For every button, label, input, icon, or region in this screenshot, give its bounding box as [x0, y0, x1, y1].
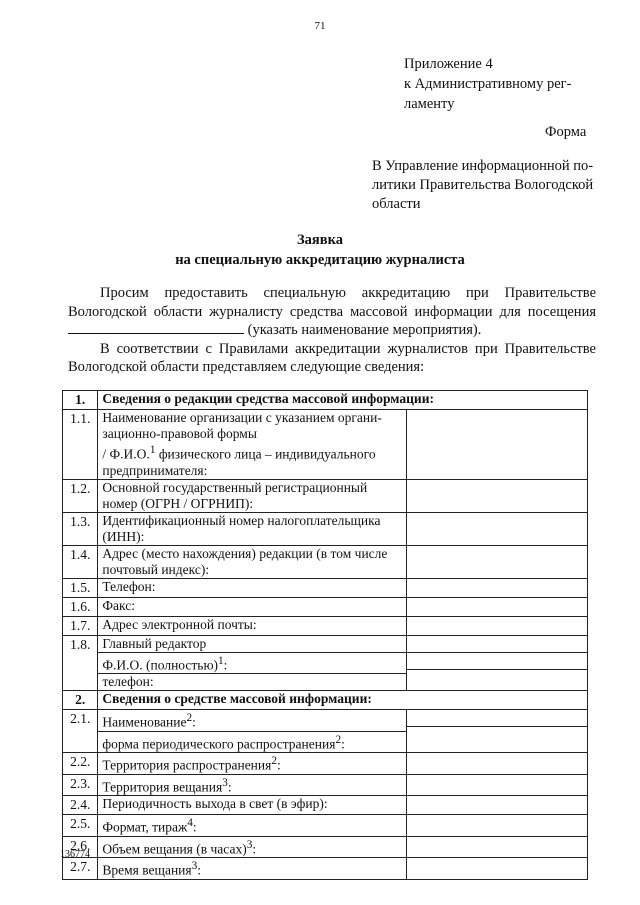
label-line: Идентификационный номер налогоплательщика: [102, 512, 381, 528]
appendix-note: [404, 54, 604, 114]
value-subcell[interactable]: [407, 726, 587, 743]
row-label: [98, 479, 407, 512]
label-text: Время вещания: [102, 862, 192, 878]
row-number: 1.6.: [63, 597, 98, 616]
section-title: Сведения о редакции средства массовой информации:: [98, 391, 588, 410]
label-text: Формат, тираж: [102, 819, 188, 835]
row-number: 1.7.: [63, 616, 98, 635]
value-cell[interactable]: [406, 410, 587, 480]
paragraph-request: [68, 284, 596, 340]
row-number: 2.5.: [63, 815, 98, 837]
value-subcell[interactable]: [407, 636, 587, 652]
row-label: [98, 635, 407, 691]
value-cell[interactable]: [406, 635, 587, 691]
row-label: [98, 410, 407, 480]
label-line: Наименование организации с указанием органи-: [102, 410, 382, 425]
label-text: Наименование: [102, 714, 187, 730]
value-cell[interactable]: [406, 815, 587, 837]
label-text: :: [276, 757, 281, 773]
row-label: Факс:: [98, 597, 407, 616]
label-text: форма периодического распространения: [102, 736, 336, 751]
row-number: 2.3.: [63, 774, 98, 796]
label-text: Ф.И.О. (полностью): [102, 657, 219, 672]
row-label: [98, 836, 407, 858]
row-label: Периодичность выхода в свет (в эфир):: [98, 796, 407, 815]
addressee-line: области: [372, 196, 421, 212]
paragraph-info: В соответствии с Правилами аккредитации журналистов при Правительстве Вологодской области представляем следующие сведения:: [68, 340, 596, 375]
value-cell[interactable]: [406, 796, 587, 815]
footnote-mark: 1: [149, 444, 156, 456]
label-text: :: [341, 736, 345, 751]
label-text: / Ф.И.О.: [102, 446, 150, 462]
row-label: [98, 545, 407, 578]
appendix-line: Приложение 4: [404, 56, 493, 72]
row-label: [98, 774, 407, 796]
value-cell[interactable]: [406, 858, 587, 880]
row-number: 1.: [63, 391, 98, 410]
application-form-table: [62, 390, 588, 880]
value-cell[interactable]: [406, 836, 587, 858]
row-number: 2.4.: [63, 796, 98, 815]
paragraph-text: (указать наименование мероприятия).: [247, 322, 482, 338]
value-subcell[interactable]: [407, 710, 587, 726]
label-line: [102, 442, 402, 463]
row-label: [98, 512, 407, 545]
footnote-mark: 3: [246, 838, 253, 851]
table-row: [63, 410, 588, 480]
table-row: [63, 597, 588, 616]
paragraph-text: Просим предоставить специальную аккредитацию при Правительстве Вологодской области журналисту средства массовой информации для посещения: [68, 285, 596, 320]
value-cell[interactable]: [406, 578, 587, 597]
value-cell[interactable]: [406, 753, 587, 775]
row-label: Телефон:: [98, 578, 407, 597]
event-name-blank[interactable]: [68, 321, 244, 334]
label-text: :: [252, 841, 257, 856]
label-line: Адрес (место нахождения) редакции (в том числе: [102, 545, 388, 561]
value-cell[interactable]: [406, 616, 587, 635]
table-row: [63, 836, 588, 858]
row-label: [98, 815, 407, 837]
label-text: :: [227, 779, 232, 794]
value-cell[interactable]: [406, 774, 587, 796]
table-row: [63, 578, 588, 597]
row-number: 1.3.: [63, 512, 98, 545]
label-text: :: [223, 657, 228, 672]
footer-code: 136774: [60, 849, 90, 860]
body-text: [68, 284, 596, 377]
label-line: номер (ОГРН / ОГРНИП):: [102, 495, 254, 511]
row-number: 1.4.: [63, 545, 98, 578]
row-number: 2.: [63, 691, 98, 710]
label-line: Основной государственный регистрационный: [102, 479, 368, 495]
label-line: телефон:: [98, 673, 406, 690]
table-row: [63, 545, 588, 578]
label-line: (ИНН):: [102, 528, 145, 544]
title-subtitle: на специальную аккредитацию журналиста: [175, 252, 465, 268]
label-line: [98, 710, 406, 731]
label-line: предпринимателя:: [102, 462, 208, 478]
row-label: [98, 858, 407, 880]
table-row: [63, 512, 588, 545]
row-number: 1.5.: [63, 578, 98, 597]
label-text: Территория распространения: [102, 757, 272, 773]
form-label: Форма: [545, 124, 587, 140]
value-cell[interactable]: [406, 597, 587, 616]
footnote-mark: 1: [218, 654, 224, 667]
footnote-mark: 2: [186, 712, 193, 724]
document-title: [0, 230, 640, 270]
table-row: [63, 635, 588, 691]
label-text: Территория вещания: [102, 779, 223, 794]
label-line: зационно-правовой формы: [102, 426, 257, 441]
page-number: 71: [314, 20, 326, 32]
label-text: :: [197, 862, 201, 878]
table-row: [63, 815, 588, 837]
row-number: 2.1.: [63, 710, 98, 753]
table-row: [63, 710, 588, 753]
label-text: физического лица – индивидуального: [155, 446, 376, 462]
label-line: [98, 652, 406, 674]
footnote-mark: 2: [271, 755, 277, 767]
addressee-line: В Управление информационной по-: [372, 158, 594, 174]
row-number: 2.2.: [63, 753, 98, 775]
label-line: почтовый индекс):: [102, 561, 210, 577]
label-text: Объем вещания (в часах): [102, 841, 247, 856]
row-label: Адрес электронной почты:: [98, 616, 407, 635]
table-row: [63, 479, 588, 512]
addressee-line: литики Правительства Вологодской: [372, 177, 594, 193]
appendix-line: к Административному рег-: [404, 76, 572, 92]
table-row: [63, 796, 588, 815]
row-number: 2.6.: [63, 836, 98, 858]
value-cell[interactable]: [406, 710, 587, 753]
footnote-mark: 2: [335, 733, 342, 746]
value-cell[interactable]: [406, 479, 587, 512]
table-row-section-1: [63, 391, 588, 410]
table-row: [63, 774, 588, 796]
table-row: [63, 753, 588, 775]
section-title: Сведения о средстве массовой информации:: [98, 691, 588, 710]
label-line: Главный редактор: [102, 635, 207, 651]
footnote-mark: 4: [187, 817, 193, 829]
label-line: [98, 731, 406, 753]
value-cell[interactable]: [406, 545, 587, 578]
footnote-mark: 3: [191, 860, 198, 872]
row-number: 1.1.: [63, 410, 98, 480]
value-subcell[interactable]: [407, 652, 587, 669]
title-line: Заявка: [297, 232, 343, 248]
row-label: [98, 753, 407, 775]
label-text: :: [192, 819, 197, 835]
appendix-line: ламенту: [404, 96, 455, 112]
table-row: [63, 616, 588, 635]
row-number: 1.2.: [63, 479, 98, 512]
row-label: [98, 710, 407, 753]
row-number: 1.8.: [63, 635, 98, 691]
addressee: [372, 157, 612, 214]
footnote-mark: 3: [222, 776, 228, 789]
value-cell[interactable]: [406, 512, 587, 545]
row-number: 2.7.: [63, 858, 98, 880]
table-row: [63, 858, 588, 880]
table-row-section-2: [63, 691, 588, 710]
label-text: :: [192, 714, 196, 730]
value-subcell[interactable]: [407, 669, 587, 686]
